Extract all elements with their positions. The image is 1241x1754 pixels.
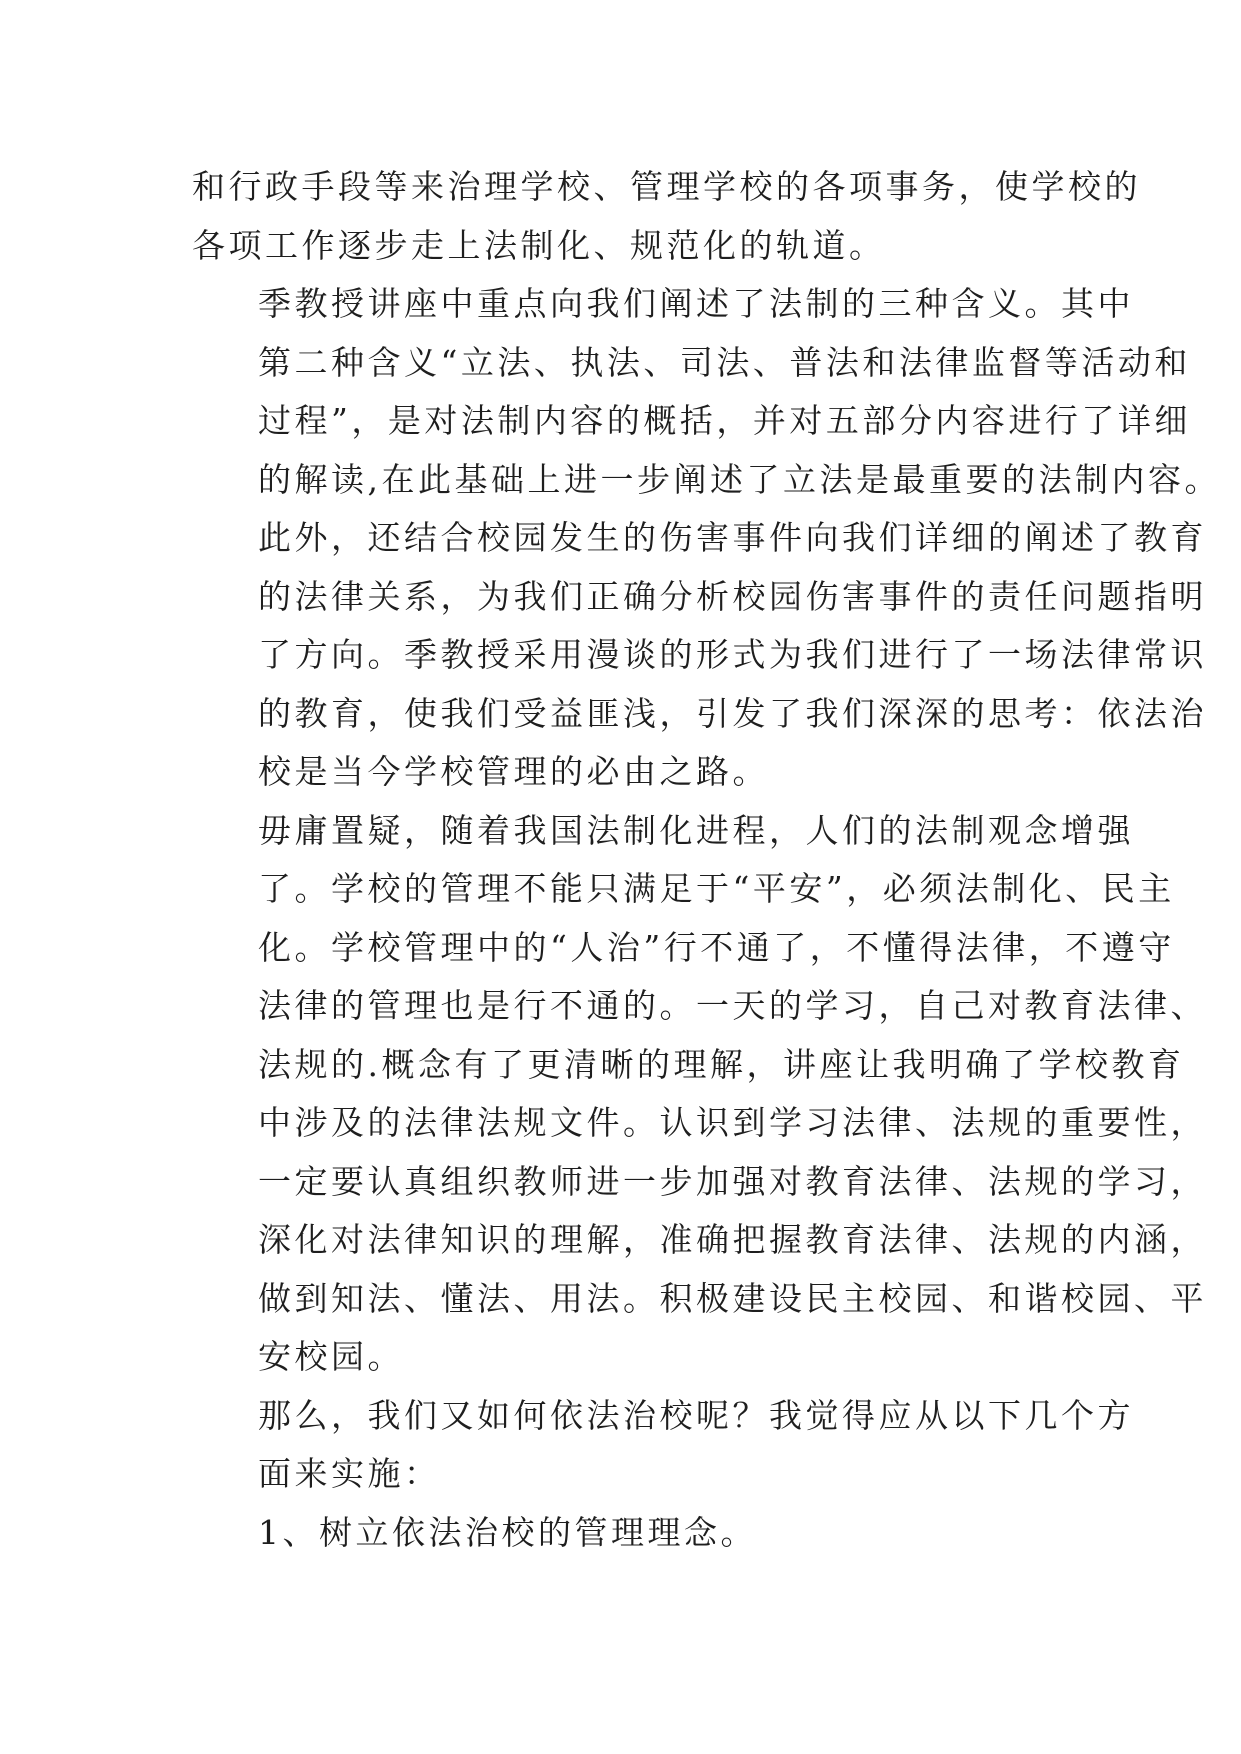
paragraph-5 [192,1504,1072,1563]
text-line: 1、树立依法治校的管理理念。 [258,1512,757,1552]
text-line: 一定要认真组织教师进一步加强对教育法律、法规的学习， [258,1161,1207,1201]
paragraph-3 [192,802,1207,1387]
text-line: 校是当今学校管理的必由之路。 [258,752,769,791]
text-line: 安校园。 [258,1337,404,1376]
text-line: 的法律关系，为我们正确分析校园伤害事件的责任问题指明 [258,576,1207,616]
text-line: 做到知法、懂法、用法。积极建设民主校园、和谐校园、平 [258,1278,1207,1318]
text-line: 中涉及的法律法规文件。认识到学习法律、法规的重要性， [258,1103,1207,1142]
text-line: 此外，还结合校园发生的伤害事件向我们详细的阐述了教育 [258,518,1207,557]
text-line: 了方向。季教授采用漫谈的形式为我们进行了一场法律常识 [258,635,1207,674]
text-line: 的解读,在此基础上进一步阐述了立法是最重要的法制内容。 [258,459,1221,499]
text-line: 毋庸置疑，随着我国法制化进程，人们的法制观念增强 [258,810,1134,850]
document-body [192,158,1221,1562]
paragraph-1 [192,158,1141,275]
text-line: 深化对法律知识的理解，准确把握教育法律、法规的内涵， [258,1220,1207,1259]
text-line: 和行政手段等来治理学校、管理学校的各项事务，使学校的 [192,167,1141,206]
text-line: 那么，我们又如何依法治校呢？我觉得应从以下几个方 [258,1395,1134,1435]
text-line: 法律的管理也是行不通的。一天的学习，自己对教育法律、 [258,986,1207,1025]
text-line: 面来实施： [258,1454,441,1493]
text-line: 化。学校管理中的“人治”行不通了，不懂得法律，不遵守 [258,927,1175,967]
paragraph-4 [192,1387,1134,1504]
text-line: 第二种含义“立法、执法、司法、普法和法律监督等活动和 [258,342,1191,382]
text-line: 季教授讲座中重点向我们阐述了法制的三种含义。其中 [258,284,1134,323]
text-line: 法规的.概念有了更清晰的理解，讲座让我明确了学校教育 [258,1044,1185,1084]
text-line: 各项工作逐步走上法制化、规范化的轨道。 [192,225,886,265]
text-line: 的教育，使我们受益匪浅，引发了我们深深的思考：依法治 [258,693,1207,733]
paragraph-2 [192,275,1221,802]
text-line: 了。学校的管理不能只满足于“平安”，必须法制化、民主 [258,869,1175,908]
text-line: 过程”，是对法制内容的概括，并对五部分内容进行了详细 [258,401,1191,440]
